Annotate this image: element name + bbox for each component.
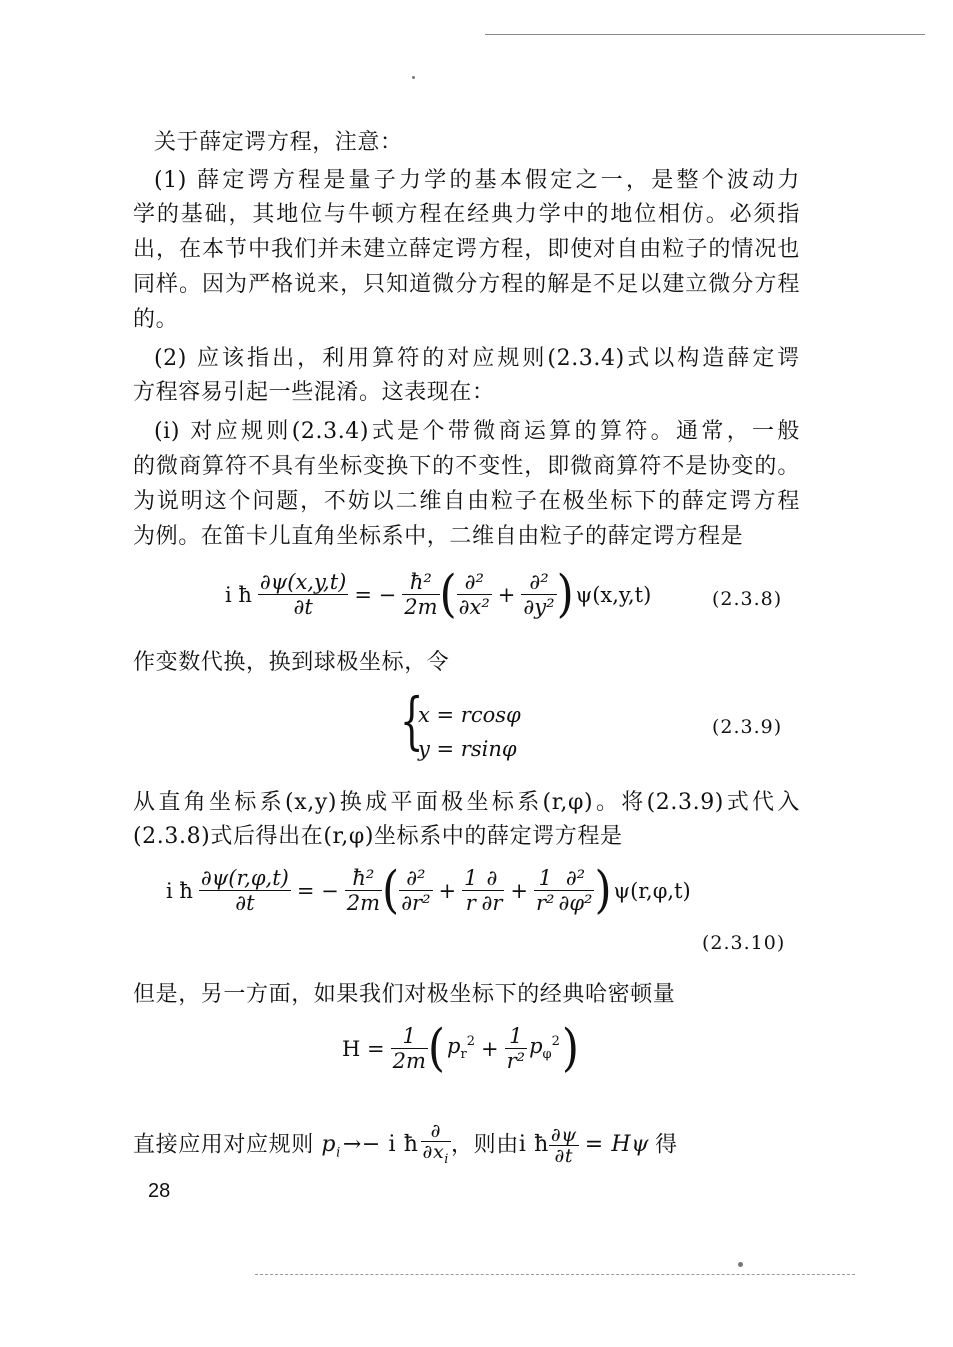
frac-denominator: r² — [506, 1049, 526, 1073]
eq-fraction — [391, 1024, 428, 1073]
frac-numerator: ∂² — [521, 570, 556, 595]
frac-numerator: ∂² — [556, 866, 594, 891]
frac-denominator: ∂t — [235, 891, 255, 915]
frac-numerator: ∂² — [399, 866, 432, 891]
frac-denominator: ∂x² — [458, 595, 490, 619]
frac-denominator — [421, 1142, 452, 1170]
inline-prefix: i ħ — [518, 1132, 549, 1158]
arrow-operator: →− i ħ — [342, 1132, 419, 1158]
eq-lhs: H = — [342, 1036, 385, 1061]
text-line-10: 的微商算符不具有坐标变换下的不变性，即微商算符不是协变的。 — [133, 454, 800, 479]
frac-denominator: ∂t — [554, 1144, 574, 1167]
frac-denominator-text: ∂x — [422, 1141, 445, 1163]
frac-numerator: ∂ψ(r,φ,t) — [200, 866, 289, 890]
frac-numerator: ∂ — [421, 1121, 452, 1142]
frac-denominator: ∂y² — [523, 595, 555, 619]
plus-sign: + — [497, 582, 516, 607]
momentum-subscript: i — [336, 1145, 341, 1161]
frac-numerator: ∂ψ(x,y,t) — [259, 570, 347, 594]
text-line-15: (2.3.8)式后得出在(r,φ)坐标系中的薛定谔方程是 — [133, 824, 623, 849]
frac-numerator: 1 — [464, 866, 478, 890]
text-line-6: 的。 — [133, 307, 179, 332]
text-line-13: 作变数代换，换到球极坐标，令 — [133, 650, 450, 675]
bottom-rule — [255, 1274, 855, 1275]
momentum-superscript: 2 — [466, 1034, 475, 1050]
frac-numerator: 1 — [391, 1024, 428, 1049]
eq-fraction — [556, 866, 594, 915]
eq-fraction — [462, 866, 479, 915]
equation-number: (2.3.8) — [712, 588, 783, 610]
plus-sign: + — [481, 1036, 499, 1061]
left-brace: { — [399, 684, 424, 757]
right-paren: ) — [556, 564, 574, 624]
inline-math-schrodinger — [518, 1123, 655, 1167]
page-number: 28 — [148, 1180, 171, 1202]
equation-number: (2.3.9) — [712, 716, 783, 738]
right-paren: ) — [561, 1018, 580, 1078]
frac-numerator: 1 — [505, 1024, 527, 1049]
momentum-r — [445, 1034, 475, 1062]
eq-tail: ψ(r,φ,t) — [613, 878, 691, 903]
eq-prefix: i ħ — [166, 878, 193, 903]
inline-fraction — [549, 1125, 579, 1166]
momentum-superscript: 2 — [551, 1034, 560, 1050]
eq-prefix: i ħ — [225, 582, 252, 607]
eq-fraction — [345, 866, 382, 915]
frac-denominator: ∂t — [293, 595, 313, 619]
eq-fraction — [199, 866, 291, 915]
text-line-11: 为说明这个问题，不妨以二维自由粒子在极坐标下的薛定谔方程 — [133, 489, 800, 514]
system-row-1: x = rcosφ — [418, 703, 521, 727]
left-paren: ( — [382, 860, 400, 920]
eq-fraction — [505, 1024, 527, 1073]
top-rule — [485, 34, 925, 35]
text-line-8: 方程容易引起一些混淆。这表现在： — [133, 380, 495, 405]
eq-tail: ψ(x,y,t) — [575, 582, 652, 607]
equation-number: (2.3.10) — [702, 932, 786, 954]
text-line-7: (2) 应该指出，利用算符的对应规则(2.3.4)式以构造薛定谔 — [154, 346, 800, 371]
text-line-14: 从直角坐标系(x,y)换成平面极坐标系(r,φ)。将(2.3.9)式代入 — [133, 790, 800, 815]
frac-numerator: ∂ψ — [550, 1123, 577, 1146]
text-line-2: (1) 薛定谔方程是量子力学的基本假定之一，是整个波动力 — [154, 168, 800, 193]
frac-denominator: 2m — [392, 1049, 426, 1073]
frac-numerator: ∂² — [457, 570, 492, 595]
text-segment: ，则由 — [451, 1132, 519, 1158]
momentum-symbol: p — [447, 1034, 461, 1059]
system-row-2: y = rsinφ — [418, 737, 517, 761]
frac-denominator-subscript: i — [444, 1151, 450, 1167]
eq-fraction — [457, 570, 492, 619]
frac-denominator: ∂φ² — [558, 891, 593, 915]
scan-speck — [412, 76, 415, 79]
text-line-3: 学的基础，其地位与牛顿方程在经典力学中的地位相仿。必须指 — [133, 202, 800, 227]
frac-denominator: r² — [536, 891, 555, 915]
text-line-12: 为例。在笛卡儿直角坐标系中，二维自由粒子的薛定谔方程是 — [133, 524, 744, 549]
eq-fraction — [402, 570, 439, 619]
text-segment: 直接应用对应规则 — [133, 1132, 314, 1158]
eq-fraction — [480, 866, 505, 915]
frac-denominator: ∂r — [481, 891, 503, 915]
frac-denominator: 2m — [346, 891, 381, 915]
frac-denominator: ∂r² — [401, 891, 431, 915]
text-line-5: 同样。因为严格说来，只知道微分方程的解是不足以建立微分方程 — [133, 272, 800, 297]
momentum-symbol: p — [529, 1034, 543, 1059]
plus-sign: + — [510, 878, 529, 903]
momentum-subscript: r — [460, 1047, 467, 1063]
text-segment: 得 — [655, 1132, 678, 1158]
inline-math-rule — [321, 1120, 451, 1167]
text-line-1: 关于薛定谔方程，注意： — [154, 130, 403, 155]
frac-numerator: ħ² — [402, 570, 439, 595]
momentum-symbol: p — [321, 1132, 337, 1158]
frac-numerator: 1 — [534, 866, 556, 891]
eq-sign: = − — [354, 582, 397, 607]
plus-sign: + — [438, 878, 457, 903]
frac-numerator: ħ² — [345, 866, 382, 891]
frac-denominator: r — [465, 891, 476, 915]
text-line-4: 出，在本节中我们并未建立薛定谔方程，即使对自由粒子的情况也 — [133, 237, 800, 262]
text-line-16: 但是，另一方面，如果我们对极坐标下的经典哈密顿量 — [133, 982, 676, 1007]
right-paren: ) — [594, 860, 612, 920]
inline-fraction — [421, 1121, 452, 1170]
text-line-9: (i) 对应规则(2.3.4)式是个带微商运算的算符。通常，一般 — [154, 419, 800, 444]
eq-fraction — [258, 570, 348, 619]
text-line-17 — [133, 1121, 800, 1171]
eq-sign: = − — [296, 878, 339, 903]
momentum-phi — [527, 1034, 562, 1062]
eq-fraction — [399, 866, 432, 915]
eq-fraction — [521, 570, 556, 619]
inline-rhs: = Hψ — [584, 1132, 650, 1158]
frac-numerator: ∂ — [480, 866, 505, 891]
momentum-subscript: φ — [542, 1047, 552, 1063]
frac-denominator: 2m — [404, 595, 438, 619]
eq-fraction — [534, 866, 556, 915]
scan-speck — [738, 1262, 743, 1267]
left-paren: ( — [439, 564, 457, 624]
left-paren: ( — [427, 1018, 446, 1078]
